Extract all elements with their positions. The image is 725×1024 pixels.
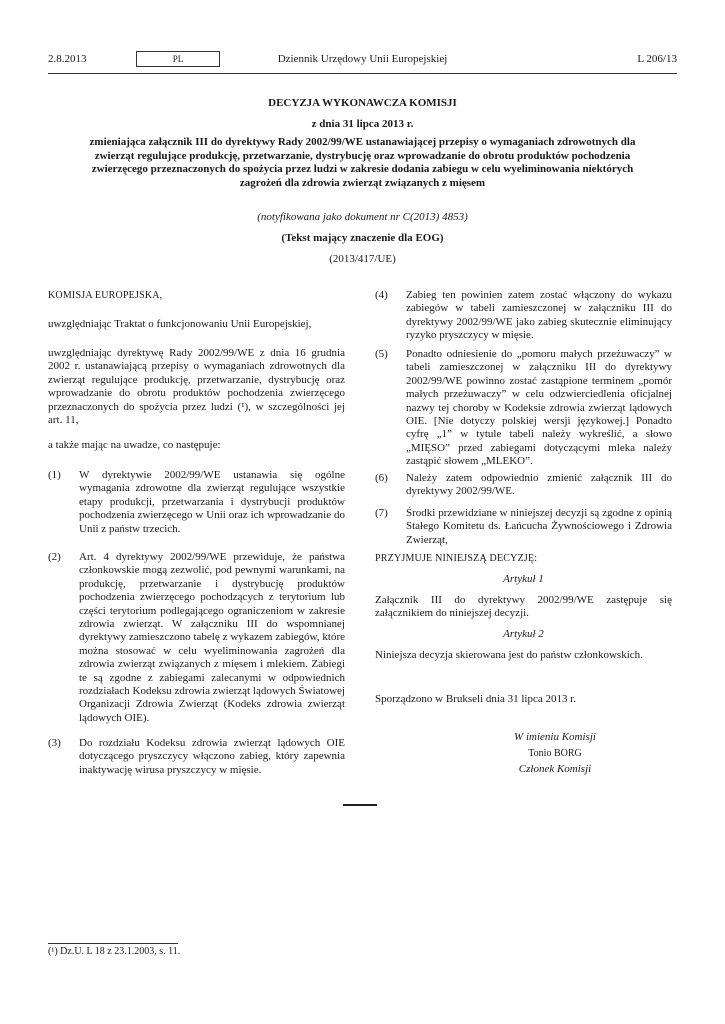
recital-number: (4)	[375, 289, 388, 301]
document-date: z dnia 31 lipca 2013 r.	[311, 118, 414, 130]
recital-text: Należy zatem odpowiednio zmienić załącznik III do dyrektywy 2002/99/WE.	[406, 472, 672, 498]
signature-name: Tonio BORG	[528, 748, 582, 759]
journal-title: Dziennik Urzędowy Unii Europejskiej	[277, 53, 448, 65]
commission-line: KOMISJA EUROPEJSKA,	[48, 290, 163, 301]
recital-text: Środki przewidziane w niniejszej decyzji są zgodne z opinią Stałego Komitetu ds. Łańcucha Żywnościowego i Zdrowia Zwierząt,	[406, 507, 672, 546]
whereas-line: a także mając na uwadze, co następuje:	[48, 439, 221, 451]
publication-date: 2.8.2013	[48, 53, 87, 65]
recital-number: (5)	[375, 348, 388, 360]
footnote: (¹) Dz.U. L 18 z 23.1.2003, s. 11.	[48, 946, 181, 957]
recital-number: (1)	[48, 469, 61, 481]
recital-text: W dyrektywie 2002/99/WE ustanawia się ogólne wymagania zdrowotne dla zwierząt regulujące wszystkie etapy produkcji, przetwarzania i dystrybucji produktów pochodzenia zwierzęcego w Unii oraz ich wprowadzanie do Unii z państw trzecich.	[79, 469, 345, 535]
signature-for: W imieniu Komisji	[514, 731, 596, 743]
article-1-title: Artykuł 1	[503, 573, 544, 585]
end-of-document-rule	[343, 804, 377, 806]
adoption-line: PRZYJMUJE NINIEJSZĄ DECYZJĘ:	[375, 553, 538, 564]
header-rule	[48, 73, 677, 74]
document-heading: DECYZJA WYKONAWCZA KOMISJI	[268, 97, 457, 109]
recital-number: (3)	[48, 737, 61, 749]
page-header	[48, 50, 677, 72]
article-2-text: Niniejsza decyzja skierowana jest do państw członkowskich.	[375, 649, 643, 661]
recital-number: (7)	[375, 507, 388, 519]
document-reference: (2013/417/UE)	[329, 253, 396, 265]
eea-relevance: (Tekst mający znaczenie dla EOG)	[281, 232, 444, 244]
article-2-title: Artykuł 2	[503, 628, 544, 640]
language-badge: PL	[136, 51, 220, 67]
footnote-rule	[48, 943, 178, 944]
recital-number: (2)	[48, 551, 61, 563]
recital-text: Zabieg ten powinien zatem zostać włączony do wykazu zabiegów w tabeli zamieszczonej w załączniku III do dyrektywy 2002/99/WE jako zabieg skutecznie eliminujący ryzyko pryszczycy w mięsie.	[406, 289, 672, 342]
recital-text: Ponadto odniesienie do „pomoru małych przeżuwaczy” w tabeli zamieszczonej w załączniku III do dyrektywy 2002/99/WE powinno zostać zastąpione terminem „pomór małych przeżuwaczy” w celu odzwierciedlenia oficjalnej nazwy tej choroby w Kodeksie zdrowia zwierząt lądowych OIE. [Nie dotyczy polskiej wersji językowej.] Ponadto cyfrę „1” w tytule tabeli należy wykreślić, a słowo „MIĘSO” przed zabiegami dotyczącymi mleka należy zastąpić słowem „MLEKO”.	[406, 348, 672, 468]
recital-directive: uwzględniając dyrektywę Rady 2002/99/WE z dnia 16 grudnia 2002 r. ustanawiającą przepisy o wymaganiach zdrowotnych dla zwierząt regulujące produkcję, przetwarzanie, dystrybucję oraz wprowadzanie do obrotu produktów pochodzenia zwierzęcego przeznaczonych do spożycia przez ludzi (¹), w szczególności jej art. 11,	[48, 347, 345, 427]
page-number: L 206/13	[637, 53, 677, 65]
recital-text: Art. 4 dyrektywy 2002/99/WE przewiduje, że państwa członkowskie mogą zezwolić, pod pewnymi warunkami, na produkcję, przetwarzanie i dystrybucję produktów pochodzenia zwierzęcego pochodzących z terytorium lub części terytorium podlegającego ograniczeniom w zakresie zdrowia zwierząt. W załączniku III do wspomnianej dyrektywy zamieszczono tabelę z wykazem zabiegów, które można stosować w celu wyeliminowania zagrożeń dla zdrowia zwierząt związanych z mięsem i mlekiem. Zabiegi te są zgodne z zabiegami zalecanymi w odpowiednich rozdziałach Kodeksu zdrowia zwierząt lądowych Światowej Organizacji Zdrowia Zwierząt (Kodeks zdrowia zwierząt lądowych OIE).	[79, 551, 345, 724]
done-at-line: Sporządzono w Brukseli dnia 31 lipca 2013 r.	[375, 693, 577, 705]
recital-treaty: uwzględniając Traktat o funkcjonowaniu Unii Europejskiej,	[48, 318, 312, 330]
article-1-text: Załącznik III do dyrektywy 2002/99/WE zastępuje się załącznikiem do niniejszej decyzji.	[375, 594, 672, 620]
document-subject: zmieniająca załącznik III do dyrektywy Rady 2002/99/WE ustanawiającej przepisy o wymaganiach zdrowotnych dla zwierząt regulujące produkcję, przetwarzanie, dystrybucję oraz wprowadzanie do obrotu produktów pochodzenia zwierzęcego przeznaczonych do spożycia przez ludzi w zakresie dodania zabiegu w celu wyeliminowania niektórych zagrożeń dla zdrowia zwierząt związanych z mięsem	[89, 136, 636, 190]
recital-text: Do rozdziału Kodeksu zdrowia zwierząt lądowych OIE dotyczącego pryszczycy włączono zabieg, który zapewnia inaktywację wirusa pryszczycy w mięsie.	[79, 737, 345, 776]
recital-number: (6)	[375, 472, 388, 484]
notification-line: (notyfikowana jako dokument nr C(2013) 4853)	[257, 211, 468, 223]
signature-role: Członek Komisji	[518, 763, 592, 775]
